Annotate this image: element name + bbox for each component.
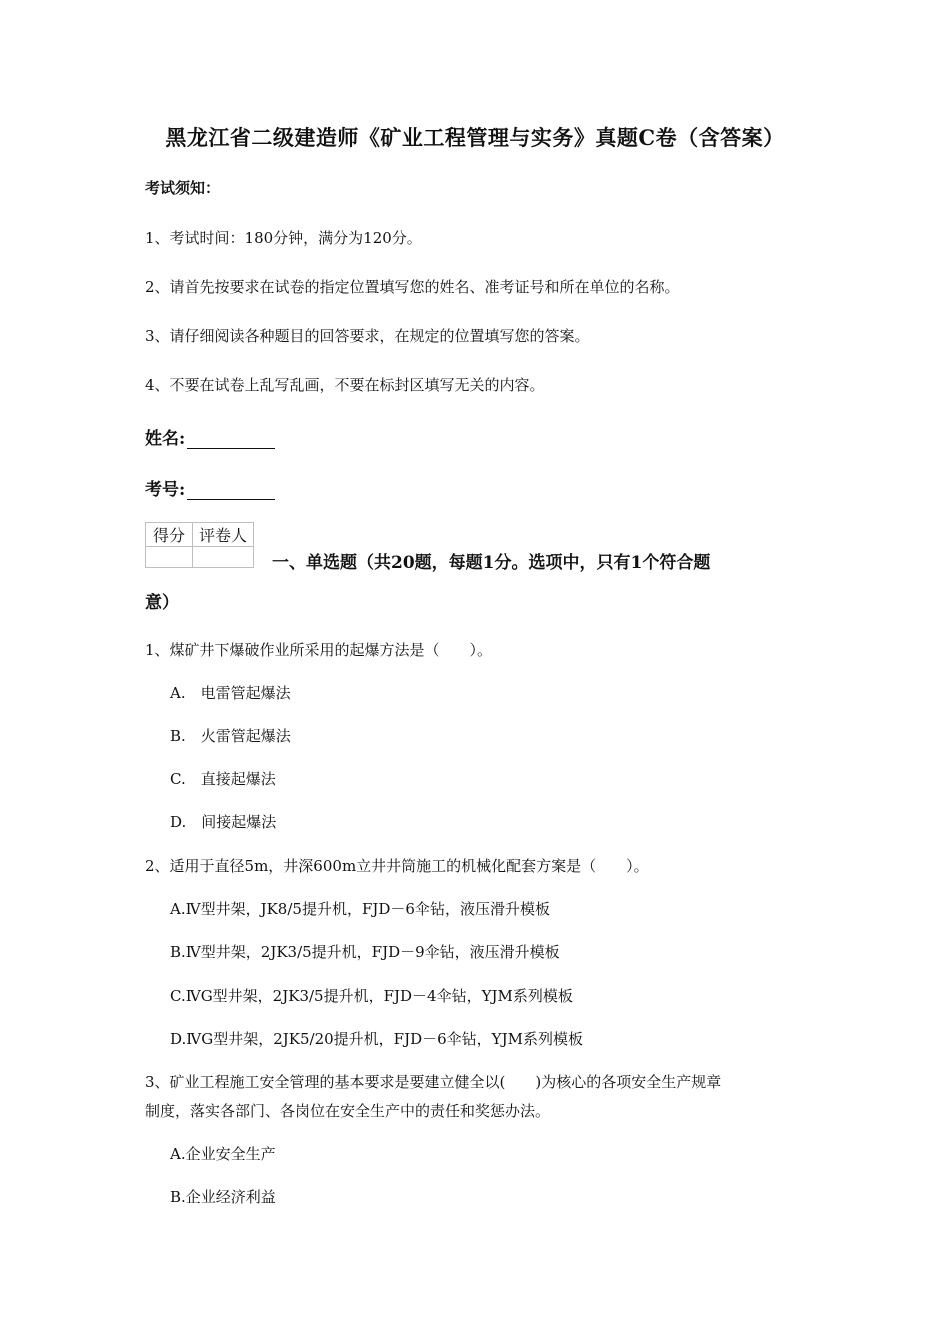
notice-item: 3、请仔细阅读各种题目的回答要求，在规定的位置填写您的答案。	[145, 327, 590, 345]
id-label: 考号:	[145, 480, 186, 500]
section-heading-cont: 意）	[145, 593, 179, 613]
question-option: C.ⅣG型井架，2JK3/5提升机，FJD－4伞钻，YJM系列模板	[170, 987, 573, 1005]
question-stem: 2、适用于直径5m，井深600m立井井筒施工的机械化配套方案是（ ）。	[145, 857, 649, 875]
question-option: D.ⅣG型井架，2JK5/20提升机，FJD－6伞钻，YJM系列模板	[170, 1030, 583, 1048]
name-field	[145, 424, 275, 449]
page-title: 黑龙江省二级建造师《矿业工程管理与实务》真题C卷（含答案）	[165, 125, 785, 150]
notice-item: 4、不要在试卷上乱写乱画，不要在标封区填写无关的内容。	[145, 376, 545, 394]
question-stem: 3、矿业工程施工安全管理的基本要求是要建立健全以( )为核心的各项安全生产规章	[145, 1073, 722, 1091]
id-blank[interactable]	[187, 481, 275, 500]
grader-cell[interactable]	[193, 547, 254, 568]
grader-header: 评卷人	[193, 523, 254, 547]
question-option: D. 间接起爆法	[170, 813, 277, 831]
name-label: 姓名:	[145, 429, 186, 449]
question-option: B.企业经济利益	[170, 1188, 276, 1206]
score-header: 得分	[146, 523, 193, 547]
id-field	[145, 475, 275, 500]
name-blank[interactable]	[187, 430, 275, 449]
question-option: C. 直接起爆法	[170, 770, 276, 788]
question-option: A.企业安全生产	[170, 1145, 276, 1163]
question-stem-cont: 制度，落实各部门、各岗位在安全生产中的责任和奖惩办法。	[145, 1102, 551, 1120]
question-option: A.Ⅳ型井架，JK8/5提升机，FJD－6伞钻，液压滑升模板	[170, 900, 550, 918]
score-table	[145, 522, 254, 568]
question-stem: 1、煤矿井下爆破作业所采用的起爆方法是（ ）。	[145, 641, 493, 659]
section-heading: 一、单选题（共20题，每题1分。选项中，只有1个符合题	[272, 553, 711, 573]
question-option: B.Ⅳ型井架，2JK3/5提升机，FJD－9伞钻，液压滑升模板	[170, 943, 560, 961]
notice-item: 2、请首先按要求在试卷的指定位置填写您的姓名、准考证号和所在单位的名称。	[145, 278, 680, 296]
question-option: A. 电雷管起爆法	[170, 684, 291, 702]
question-option: B. 火雷管起爆法	[170, 727, 291, 745]
notice-item: 1、考试时间：180分钟，满分为120分。	[145, 229, 422, 247]
notice-heading: 考试须知：	[145, 179, 221, 197]
score-cell[interactable]	[146, 547, 193, 568]
